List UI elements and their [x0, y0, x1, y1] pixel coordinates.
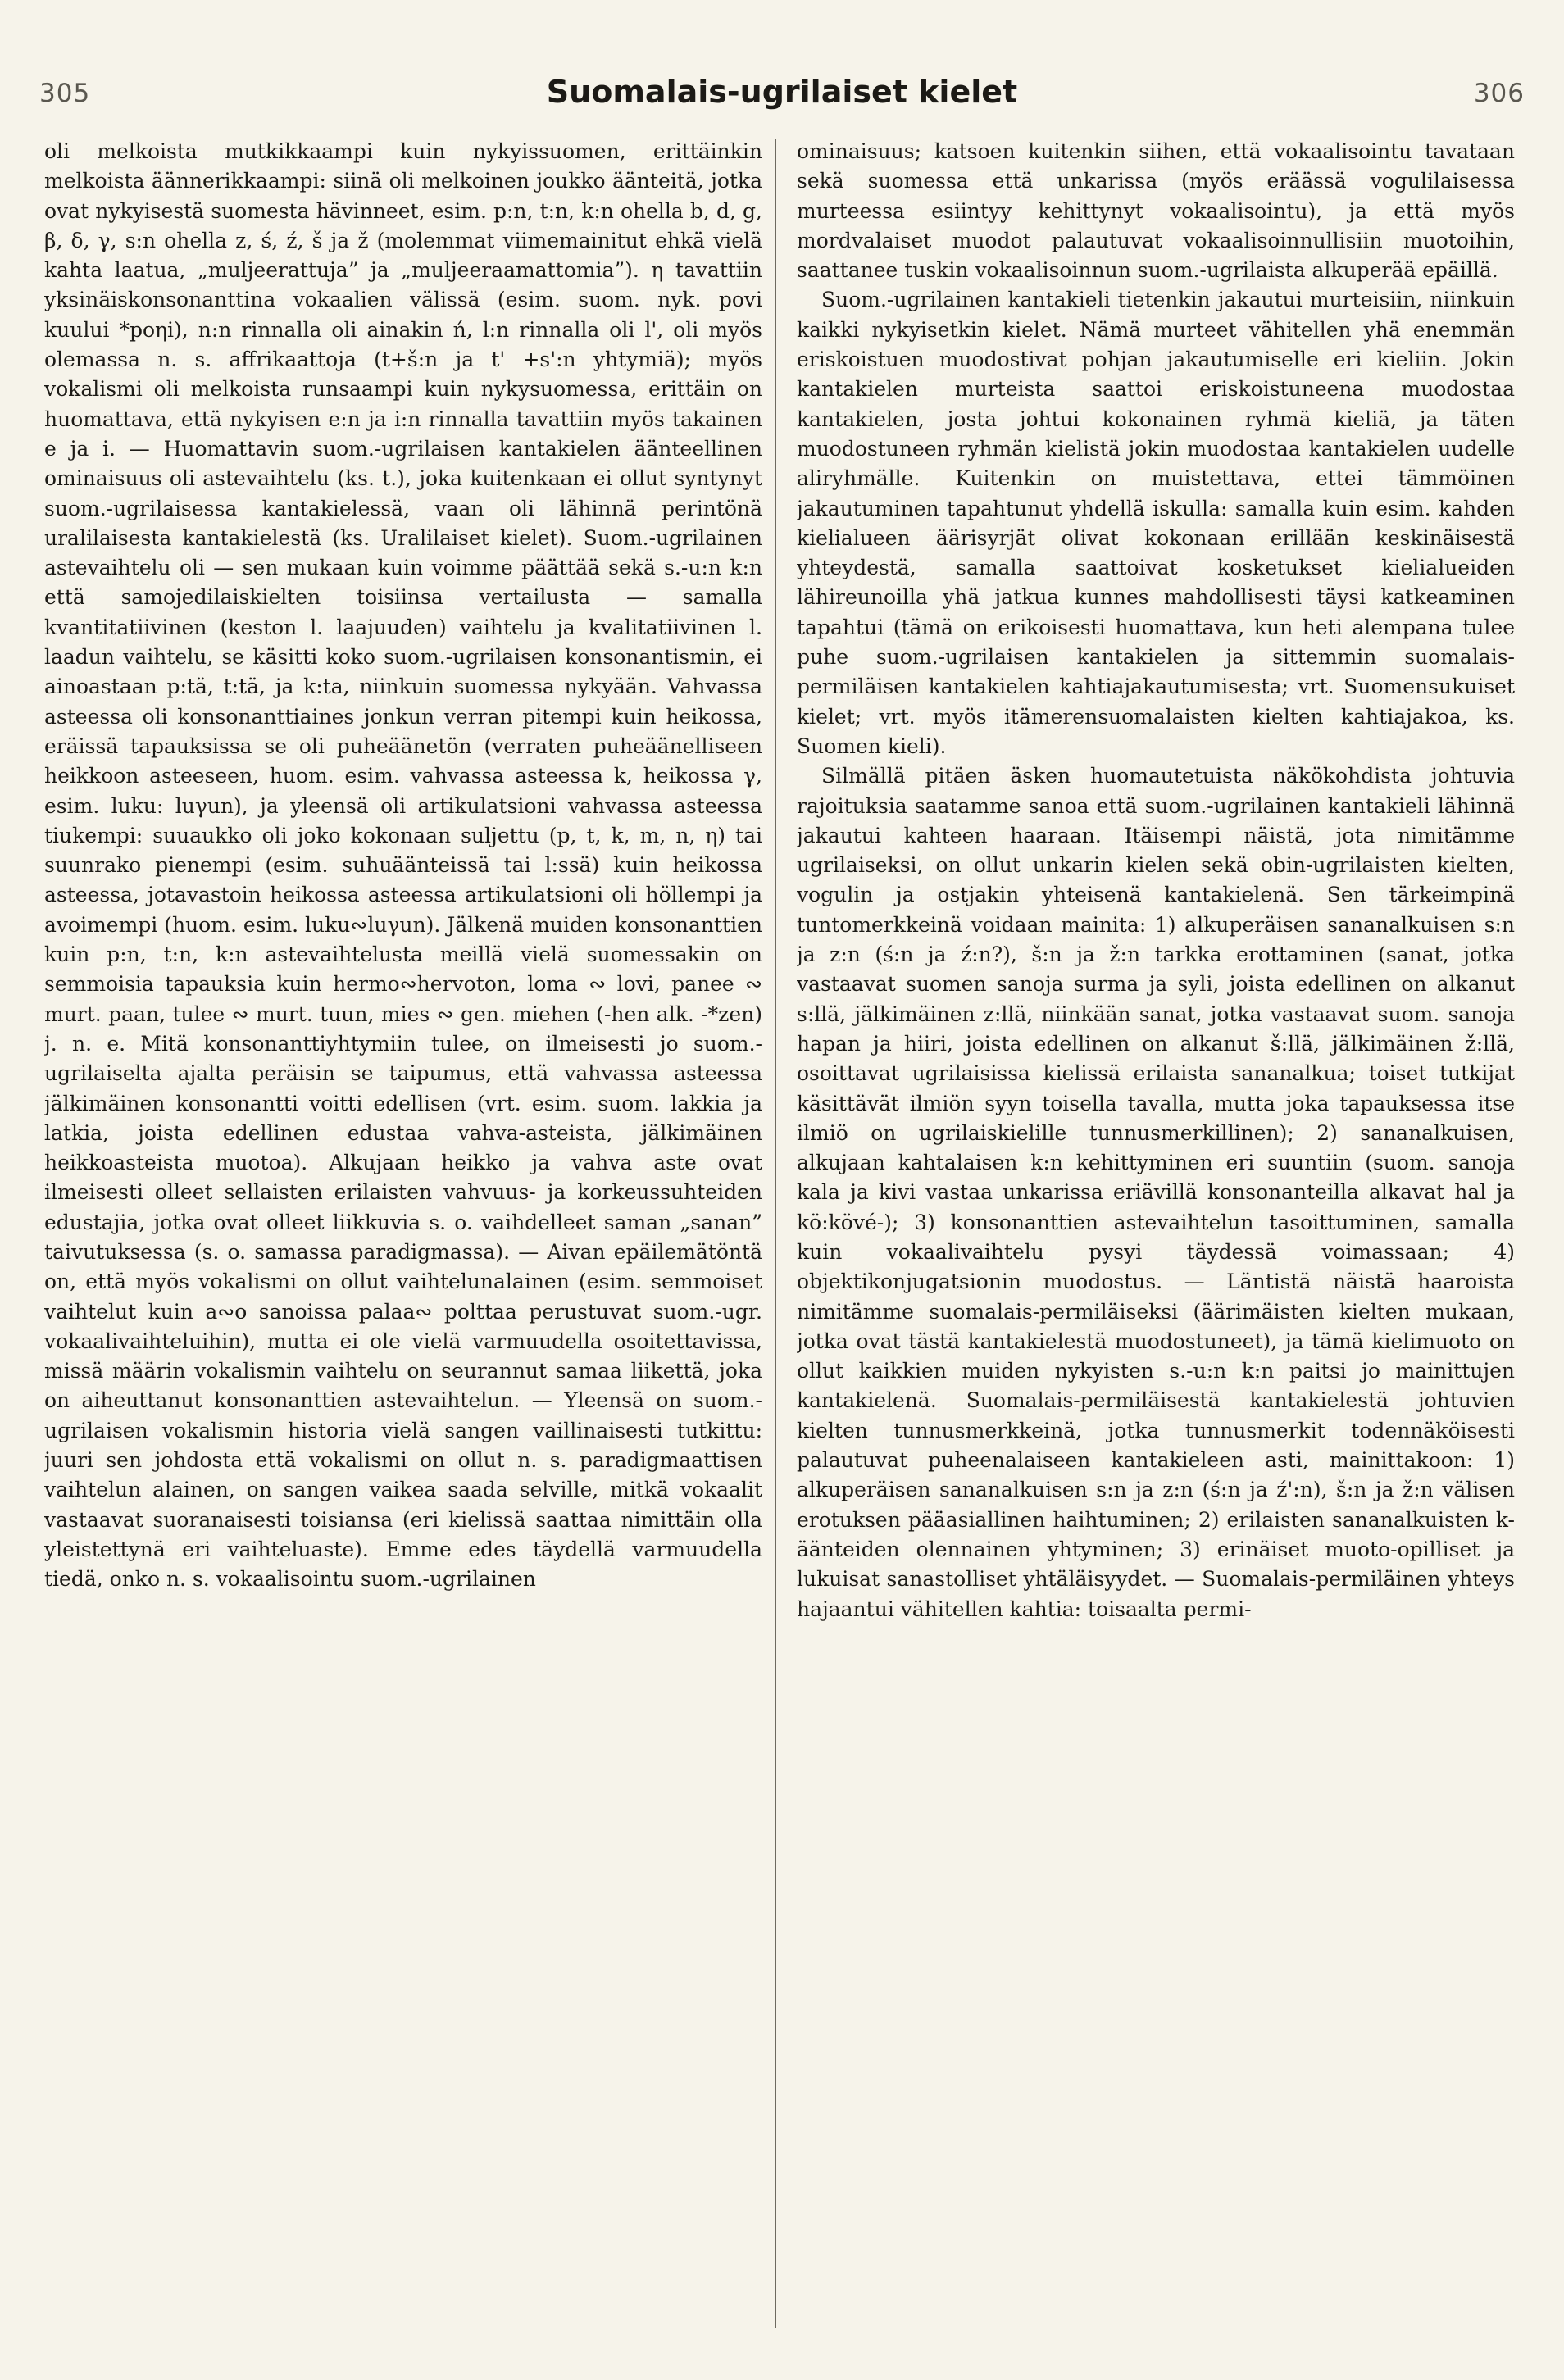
page-number-left: 305: [39, 79, 91, 108]
text-column-left: [44, 137, 762, 2333]
paragraph: oli melkoista mutkikkaampi kuin nykyissuomen, erittäinkin melkoista äännerikkaampi: siinä oli melkoinen joukko äänteitä, jotka ovat nykyisestä suomesta hävinneet, esim. p:n, t:n, k:n ohella b, d, g, β, δ, γ, s:n ohella z, ś, ź, š ja ž (molemmat viimemainitut ehkä vielä kahta laatua, „muljeerattuja” ja „muljeeraamattomia”). η tavattiin yksinäiskonsonanttina vokaalien välissä (esim. suom. nyk. povi kuului *poηi), n:n rinnalla oli ainakin ń, l:n rinnalla oli l', oli myös olemassa n. s. affrikaattoja (t+š:n ja t' +s':n yhtymiä); myös vokalismi oli melkoista runsaampi kuin nykysuomessa, erittäin on huomattava, että nykyisen e:n ja i:n rinnalla tavattiin myös takainen e ja i. — Huomattavin suom.-ugrilaisen kantakielen äänteellinen ominaisuus oli astevaihtelu (ks. t.), joka kuitenkaan ei ollut syntynyt suom.-ugrilaisessa kantakielessä, vaan oli lähinnä perintönä uralilaisesta kantakielestä (ks. Uralilaiset kielet). Suom.-ugrilainen astevaihtelu oli — sen mukaan kuin voimme päättää sekä s.-u:n k:n että samojedilaiskielten toisiinsa vertailusta — samalla kvantitatiivinen (keston l. laajuuden) vaihtelu ja kvalitatiivinen l. laadun vaihtelu, se käsitti koko suom.-ugrilaisen konsonantismin, ei ainoastaan p:tä, t:tä, ja k:ta, niinkuin suomessa nykyään. Vahvassa asteessa oli konsonanttiaines jonkun verran pitempi kuin heikossa, eräissä tapauksissa se oli puheäänetön (verraten puheäänelliseen heikkoon asteeseen, huom. esim. vahvassa asteessa k, heikossa γ, esim. luku: luγun), ja yleensä oli artikulatsioni vahvassa asteessa tiukempi: suuaukko oli joko kokonaan suljettu (p, t, k, m, n, η) tai suunrako pienempi (esim. suhuäänteissä tai l:ssä) kuin heikossa asteessa, jotavastoin heikossa asteessa artikulatsioni oli höllempi ja avoimempi (huom. esim. luku∾luγun). Jälkenä muiden konsonanttien kuin p:n, t:n, k:n astevaihtelusta meillä vielä suomessakin on semmoisia tapauksia kuin hermo∾hervoton, loma ∾ lovi, panee ∾ murt. paan, tulee ∾ murt. tuun, mies ∾ gen. miehen (-hen alk. -*zen) j. n. e. Mitä konsonanttiyhtymiin tulee, on ilmeisesti jo suom.-ugrilaiselta ajalta peräisin se taipumus, että vahvassa asteessa jälkimäinen konsonantti voitti edellisen (vrt. esim. suom. lakkia ja latkia, joista edellinen edustaa vahva-asteista, jälkimäinen heikkoasteista muotoa). Alkujaan heikko ja vahva aste ovat ilmeisesti olleet sellaisten erilaisten vahvuus- ja korkeussuhteiden edustajia, jotka ovat olleet liikkuvia s. o. vaihdelleet saman „sanan” taivutuksessa (s. o. samassa paradigmassa). — Aivan epäilemätöntä on, että myös vokalismi on ollut vaihtelunalainen (esim. semmoiset vaihtelut kuin a∾o sanoissa palaa∾ polttaa perustuvat suom.-ugr. vokaalivaihteluihin), mutta ei ole vielä varmuudella osoitettavissa, missä määrin vokalismin vaihtelu on seurannut samaa liikettä, joka on aiheuttanut konsonanttien astevaihtelun. — Yleensä on suom.-ugrilaisen vokalismin historia vielä sangen vaillinaisesti tutkittu: juuri sen johdosta että vokalismi on ollut n. s. paradigmaattisen vaihtelun alainen, on sangen vaikea saada selville, mitkä vokaalit vastaavat suoranaisesti toisiansa (eri kielissä saattaa nimittäin olla yleistettynä eri vaihteluaste). Emme edes täydellä varmuudella tiedä, onko n. s. vokaalisointu suom.-ugrilainen: [44, 139, 762, 1592]
column-divider: [775, 139, 776, 2328]
paragraph: Suom.-ugrilainen kantakieli tietenkin jakautui murteisiin, niinkuin kaikki nykyisetkin kielet. Nämä murteet vähitellen yhä enemmän eriskoistuen muodostivat pohjan jakautumiselle eri kieliin. Jokin kantakielen murteista saattoi eriskoistuneena muodostaa kantakielen, josta johtui kokonainen ryhmä kieliä, ja täten muodostuneen ryhmän kielistä jokin muodostaa kantakielen uudelle aliryhmälle. Kuitenkin on muistettava, ettei tämmöinen jakautuminen tapahtunut yhdellä iskulla: samalla kuin esim. kahden kielialueen äärisyrjät olivat kokonaan erillään keskinäisestä yhteydestä, samalla saattoivat kosketukset kielialueiden lähireunoilla yhä jatkua kunnes mahdollisesti täysi katkeaminen tapahtui (tämä on erikoisesti huomattava, kun heti alempana tulee puhe suom.-ugrilaisen kantakielen ja sittemmin suomalais-permiläisen kantakielen kahtiajakautumisesta; vrt. Suomensukuiset kielet; vrt. myös itämerensuomalaisten kielten kahtiajakoa, ks. Suomen kieli).: [797, 288, 1515, 758]
text-column-right: [797, 137, 1515, 2333]
page-title: Suomalais-ugrilaiset kielet: [546, 74, 1018, 110]
paragraph: ominaisuus; katsoen kuitenkin siihen, että vokaalisointu tavataan sekä suomessa että unkarissa (myös eräässä vogulilaisessa murteessa esiintyy kehittynyt vokaalisointu), ja että myös mordvalaiset muodot palautuvat vokaalisoinnullisiin muotoihin, saattanee tuskin vokaalisoinnun suom.-ugrilaista alkuperää epäillä.: [797, 139, 1515, 283]
running-head: [39, 74, 1525, 120]
paragraph: Silmällä pitäen äsken huomautetuista näkökohdista johtuvia rajoituksia saatamme sanoa että suom.-ugrilainen kantakieli lähinnä jakautui kahteen haaraan. Itäisempi näistä, jota nimitämme ugrilaiseksi, on ollut unkarin kielen sekä obin-ugrilaisten kielten, vogulin ja ostjakin yhteisenä kantakielenä. Sen tärkeimpinä tuntomerkkeinä voidaan mainita: 1) alkuperäisen sananalkuisen s:n ja z:n (ś:n ja ź:n?), š:n ja ž:n tarkka erottaminen (sanat, jotka vastaavat suomen sanoja surma ja syli, joista edellinen on alkanut s:llä, jälkimäinen z:llä, niinkään sanat, jotka vastaavat suom. sanoja hapan ja hiiri, joista edellinen on alkanut š:llä, jälkimäinen ž:llä, osoittavat ugrilaisissa kielissä erilaista sananalkua; toiset tutkijat käsittävät ilmiön syyn toisella tavalla, mutta joka tapauksessa itse ilmiö on ugrilaiskielille tunnusmerkillinen); 2) sananalkuisen, alkujaan kahtalaisen k:n kehittyminen eri suuntiin (suom. sanoja kala ja kivi vastaa unkarissa eriävillä konsonanteilla alkavat hal ja kö:kövé-); 3) konsonanttien astevaihtelun tasoittuminen, samalla kuin vokaalivaihtelu pysyi täydessä voimassaan; 4) objektikonjugatsionin muodostus. — Läntistä näistä haaroista nimitämme suomalais-permiläiseksi (äärimäisten kielten mukaan, jotka ovat tästä kantakielestä muodostuneet), ja tämä kielimuoto on ollut kaikkien muiden nykyisten s.-u:n k:n paitsi jo mainittujen kantakielenä. Suomalais-permiläisestä kantakielestä johtuvien kielten tunnusmerkkeinä, jotka tunnusmerkit todennäköisesti palautuvat puheenalaiseen kantakieleen asti, mainittakoon: 1) alkuperäisen sananalkuisen s:n ja z:n (ś:n ja ź':n), š:n ja ž:n välisen erotuksen pääasiallinen haihtuminen; 2) erilaisten sananalkuisten k-äänteiden olennainen yhtyminen; 3) erinäiset muoto-opilliset ja lukuisat sanastolliset yhtäläisyydet. — Suomalais-permiläinen yhteys hajaantui vähitellen kahtia: toisaalta permi-: [797, 764, 1515, 1621]
page-number-right: 306: [1473, 79, 1525, 108]
